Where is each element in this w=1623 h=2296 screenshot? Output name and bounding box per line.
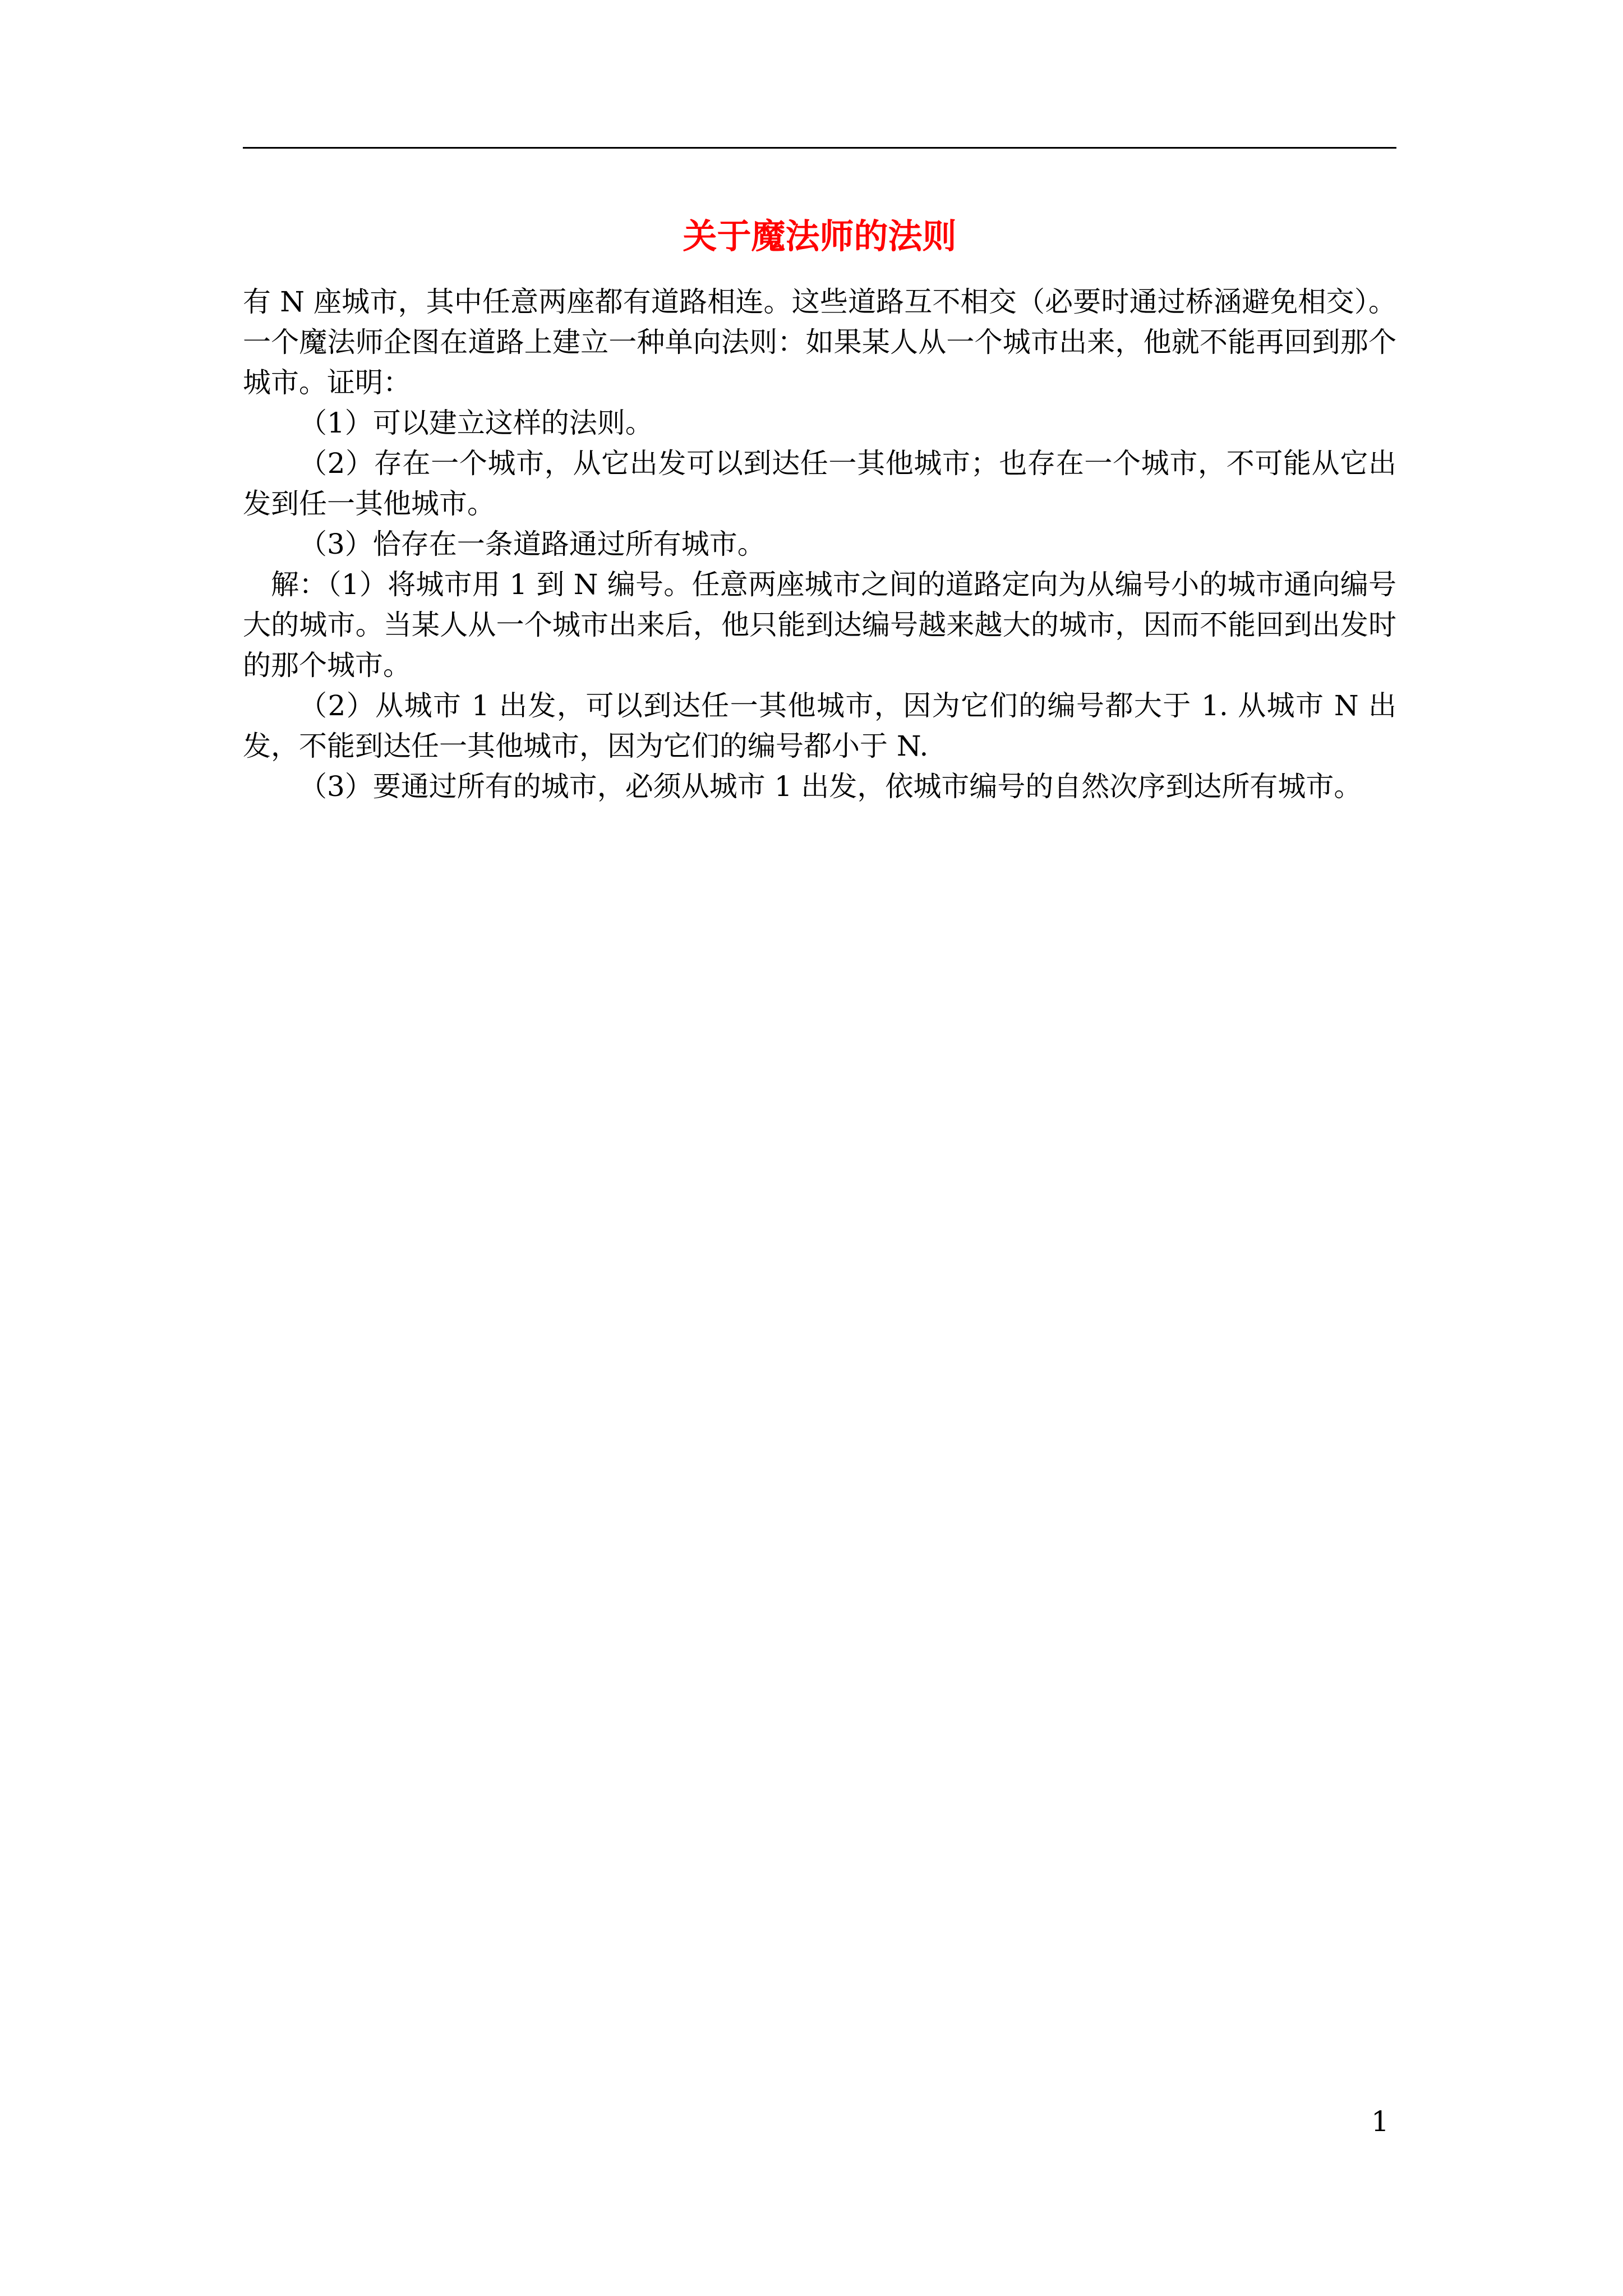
document-body: [243, 282, 1396, 807]
problem-item-3: （3）恰存在一条道路通过所有城市。: [299, 528, 766, 560]
page-number: 1: [1371, 2105, 1389, 2138]
solution-part-1: 解：（1）将城市用 1 到 N 编号。任意两座城市之间的道路定向为从编号小的城市通向编号大的城市。当某人从一个城市出来后，他只能到达编号越来越大的城市，因而不能回到出发时的那个城市。: [243, 568, 1396, 682]
solution-part-3: （3）要通过所有的城市，必须从城市 1 出发，依城市编号的自然次序到达所有城市。: [299, 770, 1362, 803]
document-title: 关于魔法师的法则: [683, 217, 957, 256]
problem-intro: 有 N 座城市，其中任意两座都有道路相连。这些道路互不相交（必要时通过桥涵避免相交）。一个魔法师企图在道路上建立一种单向法则：如果某人从一个城市出来，他就不能再回到那个城市。证明：: [243, 286, 1396, 399]
problem-item-2: （2）存在一个城市，从它出发可以到达任一其他城市；也存在一个城市，不可能从它出发到任一其他城市。: [243, 447, 1396, 520]
solution-part-2: （2）从城市 1 出发，可以到达任一其他城市，因为它们的编号都大于 1. 从城市 N 出发，不能到达任一其他城市，因为它们的编号都小于 N.: [243, 689, 1396, 762]
problem-item-1: （1）可以建立这样的法则。: [299, 407, 653, 439]
header-rule: [243, 147, 1396, 149]
